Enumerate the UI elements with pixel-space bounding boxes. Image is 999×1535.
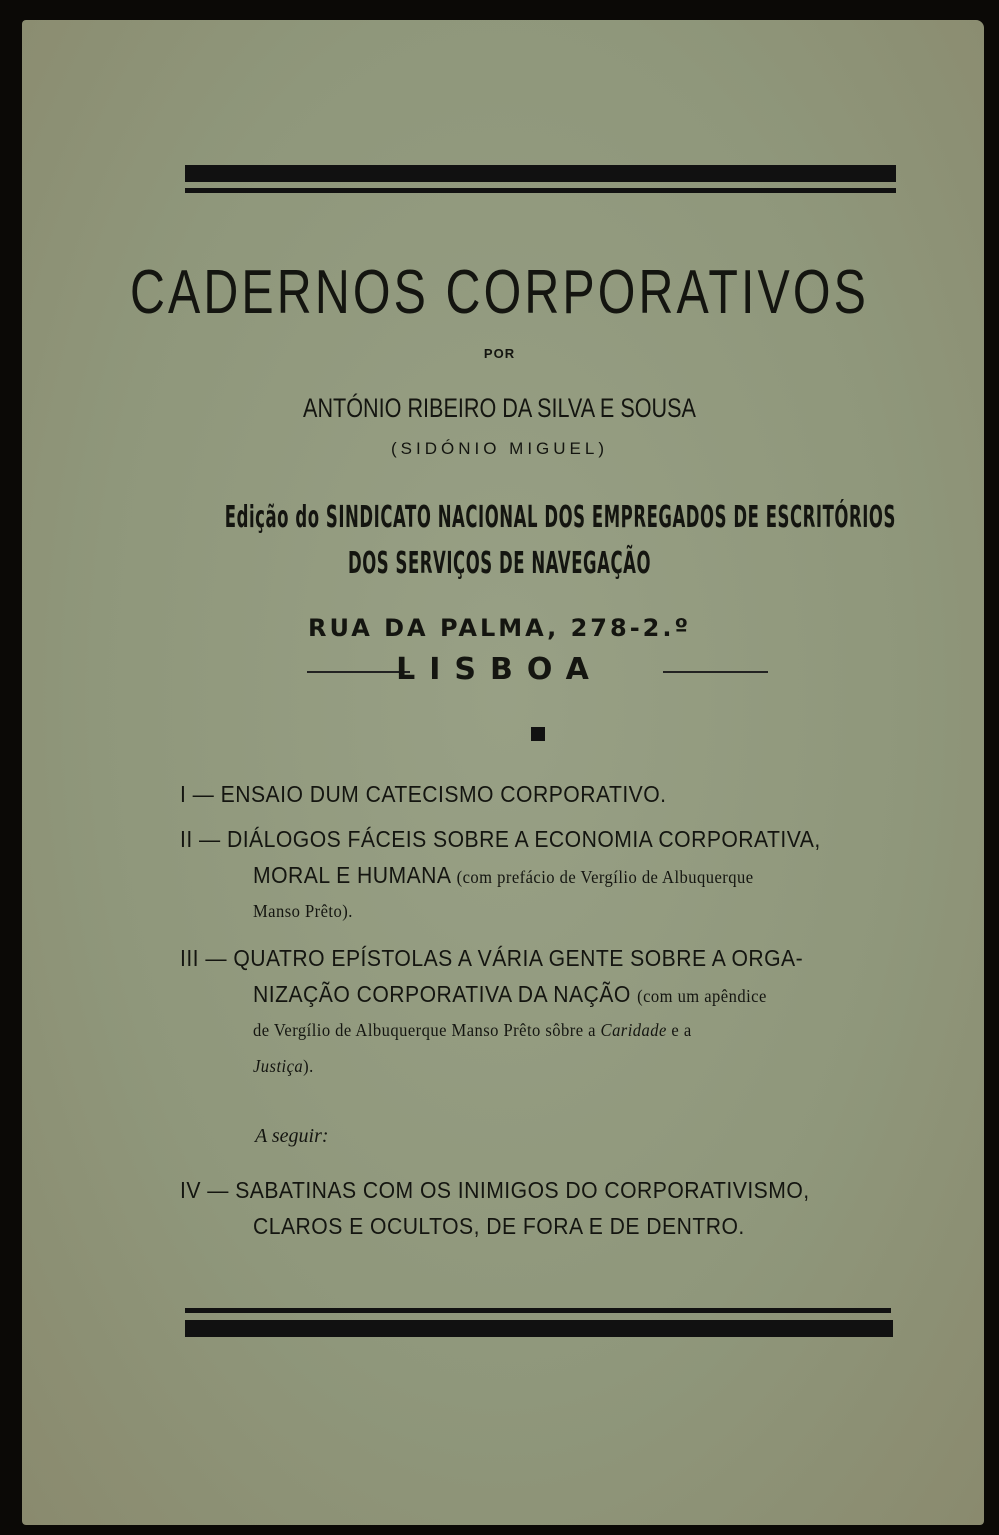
- work-title-cont: MORAL E HUMANA: [253, 862, 451, 888]
- work-note: (com prefácio de Vergílio de Albuquerque: [456, 867, 754, 887]
- work-note: (com um apêndice: [637, 986, 767, 1006]
- work-number: IV —: [180, 1177, 229, 1203]
- square-ornament: [531, 727, 545, 741]
- book-title: CADERNOS CORPORATIVOS: [129, 258, 870, 327]
- work-title-cont: CLAROS E OCULTOS, DE FORA E DE DENTRO.: [253, 1213, 745, 1239]
- cover-paper: [22, 20, 984, 1525]
- right-ornament-rule: [663, 671, 768, 673]
- work-item-3: [180, 940, 894, 1084]
- work-number: II —: [180, 826, 221, 852]
- work-title: QUATRO EPÍSTOLAS A VÁRIA GENTE SOBRE A ORGA-: [233, 945, 804, 971]
- publisher-line-2: DOS SERVIÇOS DE NAVEGAÇÃO: [347, 546, 652, 581]
- work-item-1: [180, 776, 894, 812]
- author-name: ANTÓNIO RIBEIRO DA SILVA E SOUSA: [303, 393, 696, 423]
- publisher-address: RUA DA PALMA, 278-2.º: [307, 614, 692, 642]
- next-label: A seguir:: [255, 1125, 329, 1147]
- top-thick-rule: [185, 165, 896, 182]
- author-pseudonym: (SIDÓNIO MIGUEL): [390, 439, 608, 458]
- work-title: DIÁLOGOS FÁCEIS SOBRE A ECONOMIA CORPORATIVA,: [226, 826, 821, 852]
- publisher-line-1: Edição do SINDICATO NACIONAL DOS EMPREGADOS DE ESCRITÓRIOS: [224, 500, 896, 535]
- work-item-2: [180, 821, 894, 929]
- work-note-cont: Manso Prêto).: [253, 901, 353, 921]
- work-note-cont: de Vergílio de Albuquerque Manso Prêto sôbre a: [253, 1020, 596, 1040]
- work-note-italic: Justiça: [253, 1056, 304, 1076]
- work-note-cont: e a: [671, 1020, 692, 1040]
- top-thin-rule: [185, 188, 896, 193]
- by-label: POR: [483, 346, 516, 361]
- bottom-thin-rule: [185, 1308, 891, 1313]
- upcoming-work: [180, 1172, 894, 1244]
- work-title: ENSAIO DUM CATECISMO CORPORATIVO.: [220, 781, 667, 807]
- work-note-italic: Caridade: [600, 1020, 667, 1040]
- work-number: I —: [180, 781, 215, 807]
- work-title: SABATINAS COM OS INIMIGOS DO CORPORATIVISMO,: [235, 1177, 810, 1203]
- work-note-cont: ).: [303, 1056, 314, 1076]
- work-title-cont: NIZAÇÃO CORPORATIVA DA NAÇÃO: [253, 981, 631, 1007]
- publisher-city: LISBOA: [396, 652, 603, 687]
- bottom-thick-rule: [185, 1320, 893, 1337]
- work-number: III —: [180, 945, 227, 971]
